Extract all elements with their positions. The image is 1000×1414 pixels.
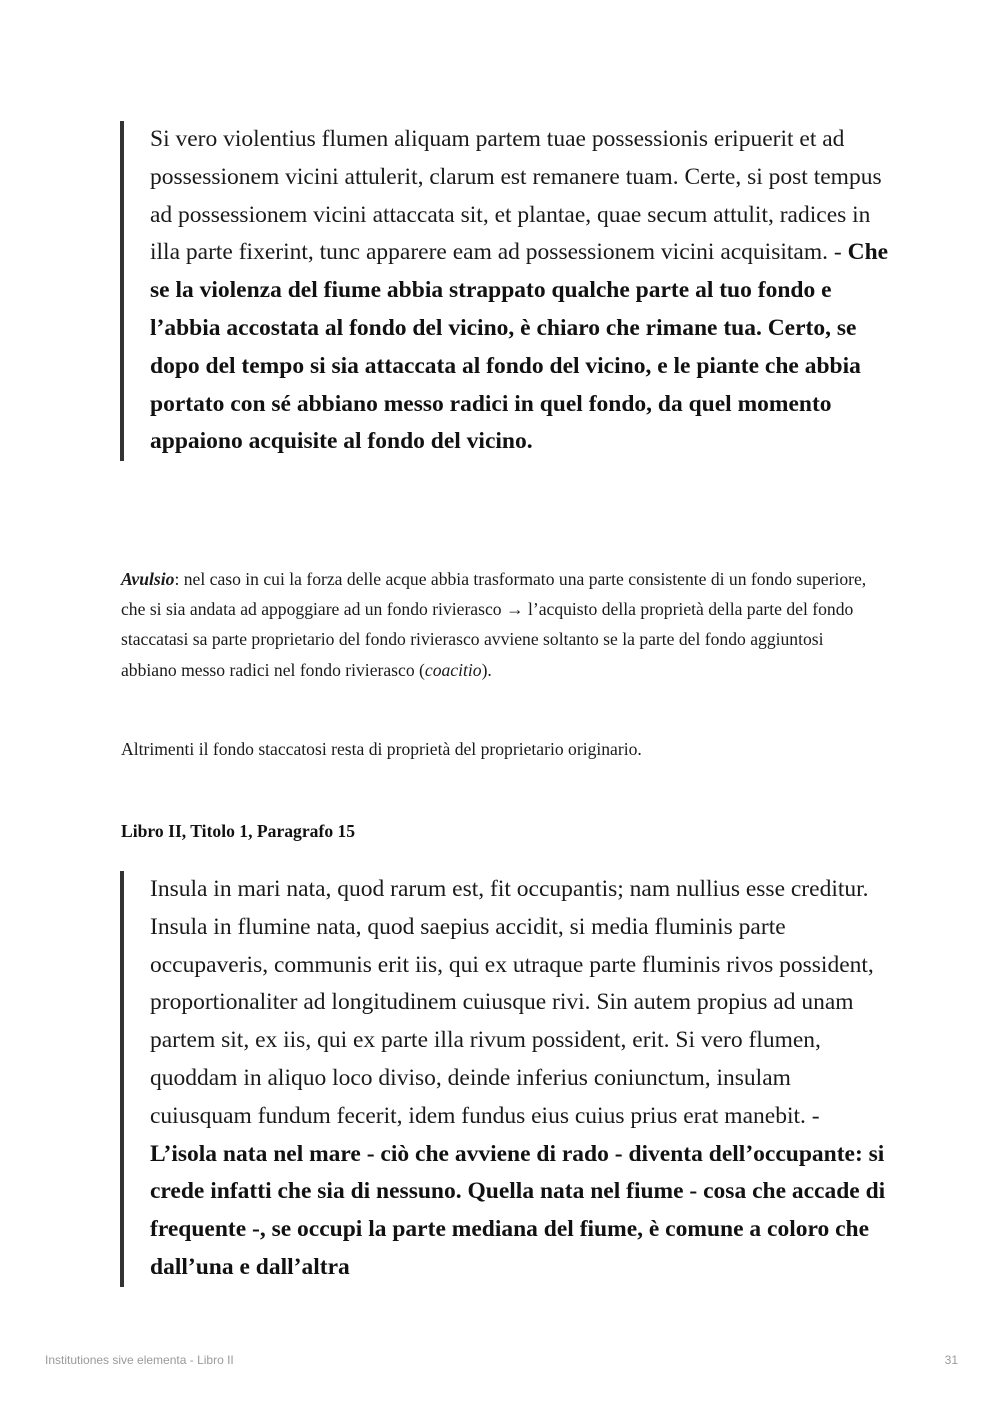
altrimenti-paragraph: Altrimenti il fondo staccatosi resta di proprietà del proprietario originario. [121,739,642,759]
quote-separator: - [828,239,848,266]
avulsio-close: ). [481,659,492,680]
latin-text: Si vero violentius flumen aliquam partem tuae possessionis eripuerit et ad possessionem vicini attulerit, clarum est remanere tuam. Certe, si post tempus ad possessionem vicini attaccata sit, et plantae, quae secum attulit, radices in illa parte fixerint, tunc apparere eam ad possessionem vicini acquisitam. [150,126,882,266]
coacitio-term: coacitio [424,659,482,680]
avulsio-text: : nel caso in cui la forza delle acque abbia trasformato una parte consistente di un fondo superiore, che si sia andata ad appoggiare ad un fondo rivierasco → l’acquisto della proprietà della parte del fondo staccatasi sa parte proprietario del fondo rivierasco avviene soltanto se la parte del fondo aggiuntosi abbiano messo radici nel fondo rivierasco ( [121,569,867,680]
italian-translation: Che se la violenza del fiume abbia strappato qualche parte al tuo fondo e l’abbia accostata al fondo del vicino, è chiaro che rimane tua. Certo, se dopo del tempo si sia attaccata al fondo del vicino, e le piante che abbia portato con sé abbiano messo radici in quel fondo, da quel momento appaiono acquisite al fondo del vicino. [150,239,889,455]
section-reference-heading: Libro II, Titolo 1, Paragrafo 15 [121,821,356,841]
latin-text: Insula in mari nata, quod rarum est, fit occupantis; nam nullius esse creditur. Insula in flumine nata, quod saepius accidit, si media fluminis parte occupaveris, communis erit iis, qui ex utraque parte fluminis rivos possident, proportionaliter ad longitudinem cuiusque rivi. Sin autem propius ad unam partem sit, ex iis, qui ex parte illa rivum possident, erit. Si vero flumen, quoddam in aliquo loco diviso, deinde inferius coniunctum, insulam cuiusquam fundum fecerit, idem fundus eius cuius prius erat manebit. [150,876,874,1129]
footer-document-title: Institutiones sive elementa - Libro II [45,1353,234,1367]
avulsio-term: Avulsio [121,569,175,589]
avulsio-paragraph [121,564,881,685]
footer-page-number: 31 [944,1353,958,1367]
latin-quote-block-1 [120,121,890,461]
italian-translation: L’isola nata nel mare - ciò che avviene di rado - diventa dell’occupante: si crede infatti che sia di nessuno. Quella nata nel fiume - cosa che accade di frequente -, se occupi la parte mediana del fiume, è comune a coloro che dall’una e dall’altra [150,1140,886,1280]
latin-quote-block-2 [120,871,890,1287]
quote-separator: - [805,1102,820,1129]
